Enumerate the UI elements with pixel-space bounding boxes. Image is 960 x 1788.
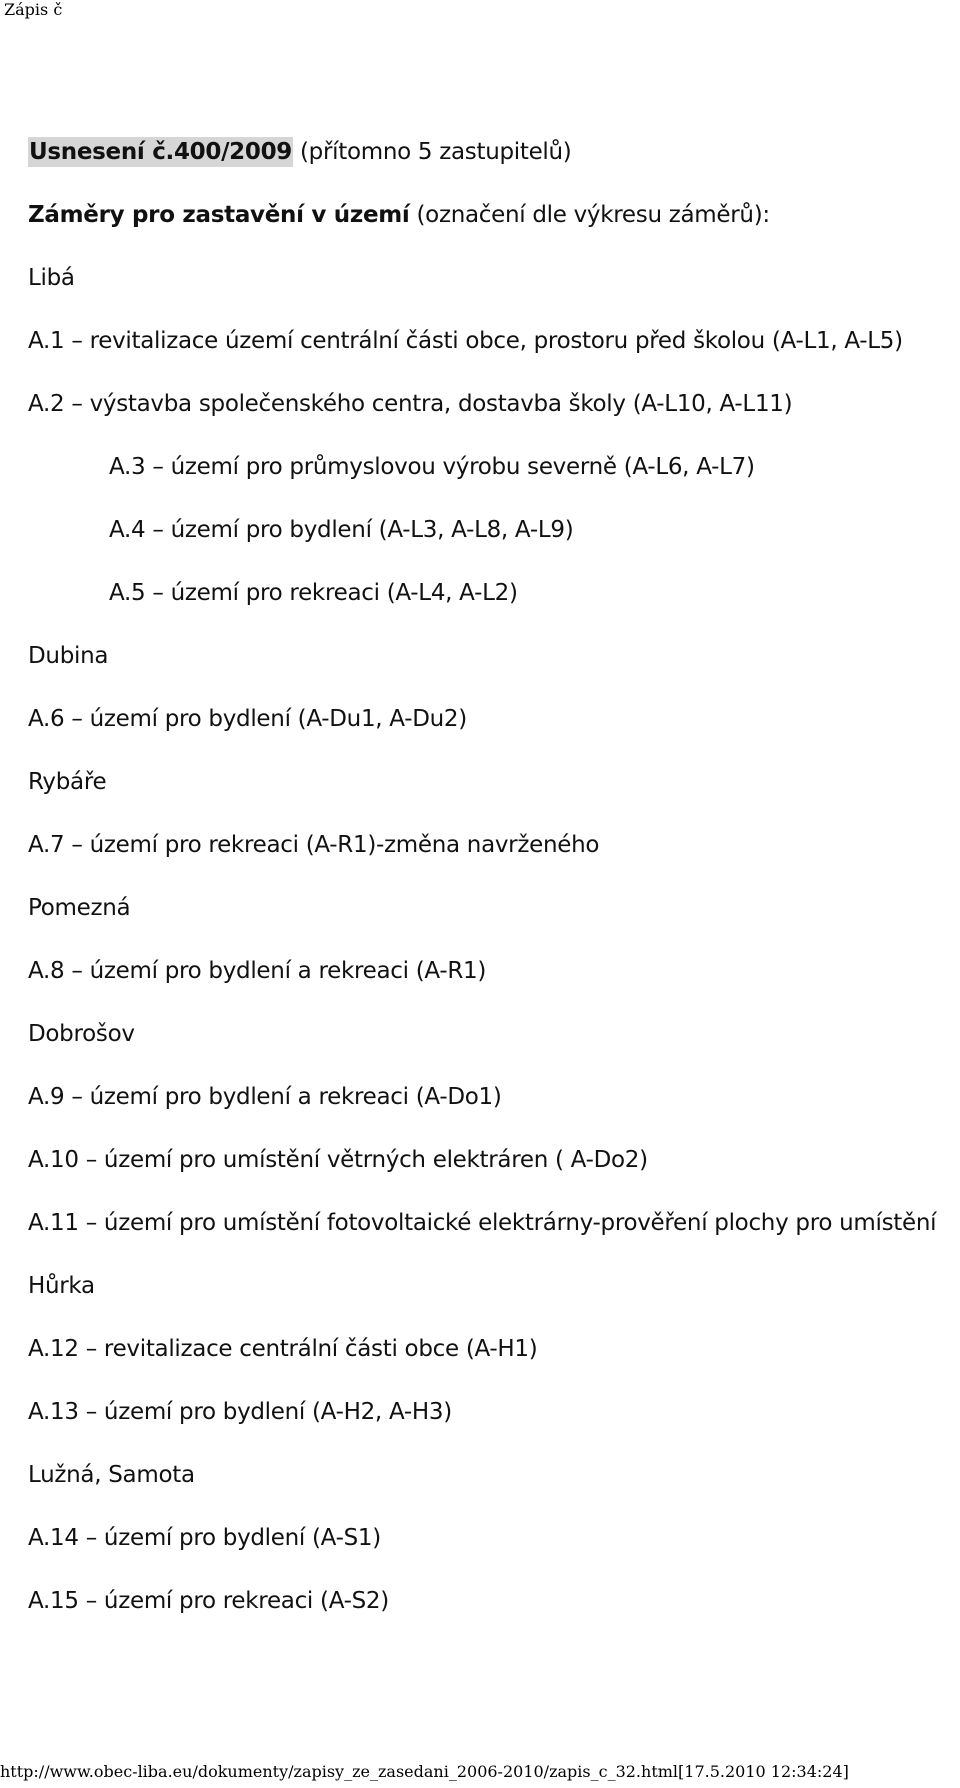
list-item: A.1 – revitalizace území centrální části obce, prostoru před školou (A-L1, A-L5) — [28, 328, 903, 354]
list-item: Dobrošov — [28, 1021, 135, 1047]
list-item: A.9 – území pro bydlení a rekreaci (A-Do1) — [28, 1084, 502, 1110]
list-item: Lužná, Samota — [28, 1462, 195, 1488]
list-item: Pomezná — [28, 895, 131, 921]
list-item: A.14 – území pro bydlení (A-S1) — [28, 1525, 381, 1551]
intentions-note: (označení dle výkresu záměrů): — [409, 202, 770, 228]
resolution-line — [28, 137, 953, 200]
list-item: A.5 – území pro rekreaci (A-L4, A-L2) — [109, 580, 518, 606]
list-item: A.8 – území pro bydlení a rekreaci (A-R1) — [28, 958, 487, 984]
resolution-number: Usnesení č.400/2009 — [29, 139, 292, 165]
list-item: A.6 – území pro bydlení (A-Du1, A-Du2) — [28, 706, 467, 732]
list-item: A.13 – území pro bydlení (A-H2, A-H3) — [28, 1399, 452, 1425]
list-item: A.10 – území pro umístění větrných elektráren ( A-Do2) — [28, 1147, 648, 1173]
list-item: A.4 – území pro bydlení (A-L3, A-L8, A-L9) — [109, 517, 574, 543]
list-item: A.15 – území pro rekreaci (A-S2) — [28, 1588, 389, 1614]
resolution-attendance: (přítomno 5 zastupitelů) — [293, 139, 572, 165]
page-footer-url: http://www.obec-liba.eu/dokumenty/zapisy_ze_zasedani_2006-2010/zapis_c_32.html[17.5.2010 12:34:24] — [0, 1762, 849, 1781]
intentions-list — [28, 263, 953, 1649]
list-item: A.2 – výstavba společenského centra, dostavba školy (A-L10, A-L11) — [28, 391, 793, 417]
intentions-heading: Záměry pro zastavění v území — [28, 202, 410, 228]
page-header-title: Zápis č — [4, 0, 63, 19]
document-body — [28, 137, 953, 1649]
list-item: Dubina — [28, 643, 109, 669]
list-item: A.3 – území pro průmyslovou výrobu severně (A-L6, A-L7) — [109, 454, 755, 480]
list-item: A.12 – revitalizace centrální části obce (A-H1) — [28, 1336, 538, 1362]
intentions-line — [28, 200, 953, 263]
list-item: A.7 – území pro rekreaci (A-R1)-změna navrženého — [28, 832, 600, 858]
list-item: Rybáře — [28, 769, 107, 795]
list-item: A.11 – území pro umístění fotovoltaické elektrárny-prověření plochy pro umístění — [28, 1210, 937, 1236]
list-item: Hůrka — [28, 1273, 95, 1299]
list-item: Libá — [28, 265, 75, 291]
